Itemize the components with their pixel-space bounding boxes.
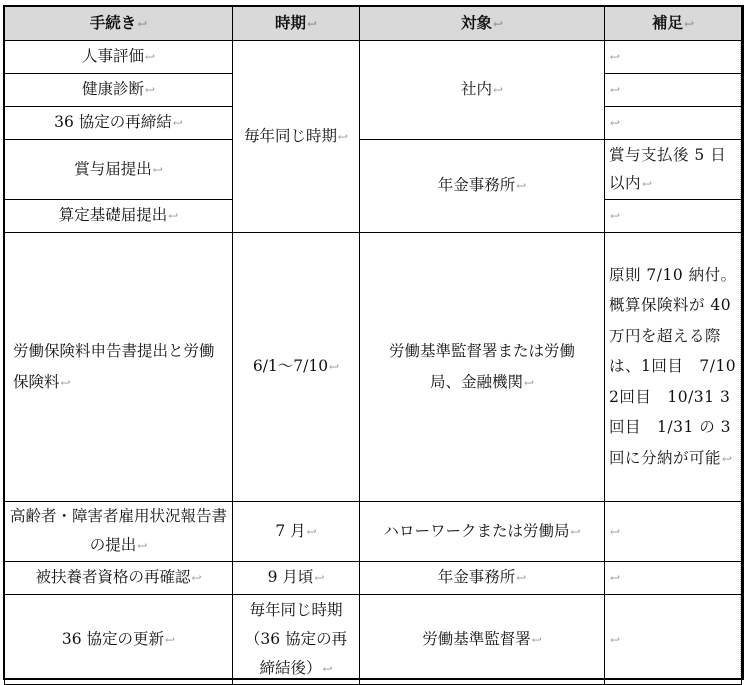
note-cell: 原則 7/10 納付。概算保険料が 40 万円を超える際は、1回目 7/10 2回目 10/31 3回目 1/31 の 3 回に分納が可能↩ [605,233,742,502]
target-cell: 社内↩ [360,41,605,140]
note-cell: ↩ [605,107,742,140]
procedure-cell: 高齢者・障害者雇用状況報告書の提出↩ [5,502,233,562]
note-cell: ↩ [605,562,742,595]
header-procedure: 手続き↩ [5,7,233,41]
header-note: 補足↩ [605,7,742,41]
note-cell: ↩ [605,200,742,233]
procedure-cell: 健康診断↩ [5,74,233,107]
procedure-cell: 被扶養者資格の再確認↩ [5,562,233,595]
timing-cell: 7 月↩ [233,502,360,562]
table-row [5,562,742,595]
target-cell: 労働基準監督署または労働局、金融機関↩ [360,233,605,502]
target-cell: 年金事務所↩ [360,562,605,595]
target-cell: 年金事務所↩ [360,140,605,233]
target-cell: ハローワークまたは労働局↩ [360,502,605,562]
procedure-cell: 人事評価↩ [5,41,233,74]
header-target: 対象↩ [360,7,605,41]
procedure-cell: 労働保険料申告書提出と労働保険料↩ [5,233,233,502]
table-row [5,41,742,74]
timing-cell: 毎年同じ時期（36 協定の再締結後）↩ [233,595,360,685]
note-cell: ↩ [605,502,742,562]
note-cell: ↩ [605,595,742,685]
target-cell: 労働基準監督署↩ [360,595,605,685]
timing-cell: 毎年同じ時期↩ [233,41,360,233]
timing-cell: 9 月頃↩ [233,562,360,595]
table-row [5,595,742,685]
note-cell: ↩ [605,74,742,107]
note-cell: 賞与支払後 5 日以内↩ [605,140,742,200]
header-timing: 時期↩ [233,7,360,41]
procedure-cell: 36 協定の再締結↩ [5,107,233,140]
table-header-row [5,7,742,41]
table-row [5,140,742,200]
procedure-cell: 36 協定の更新↩ [5,595,233,685]
table-row [5,502,742,562]
timing-cell: 6/1～7/10↩ [233,233,360,502]
procedure-cell: 算定基礎届提出↩ [5,200,233,233]
procedure-table [4,6,742,685]
procedure-cell: 賞与届提出↩ [5,140,233,200]
table-row [5,233,742,502]
note-cell: ↩ [605,41,742,74]
